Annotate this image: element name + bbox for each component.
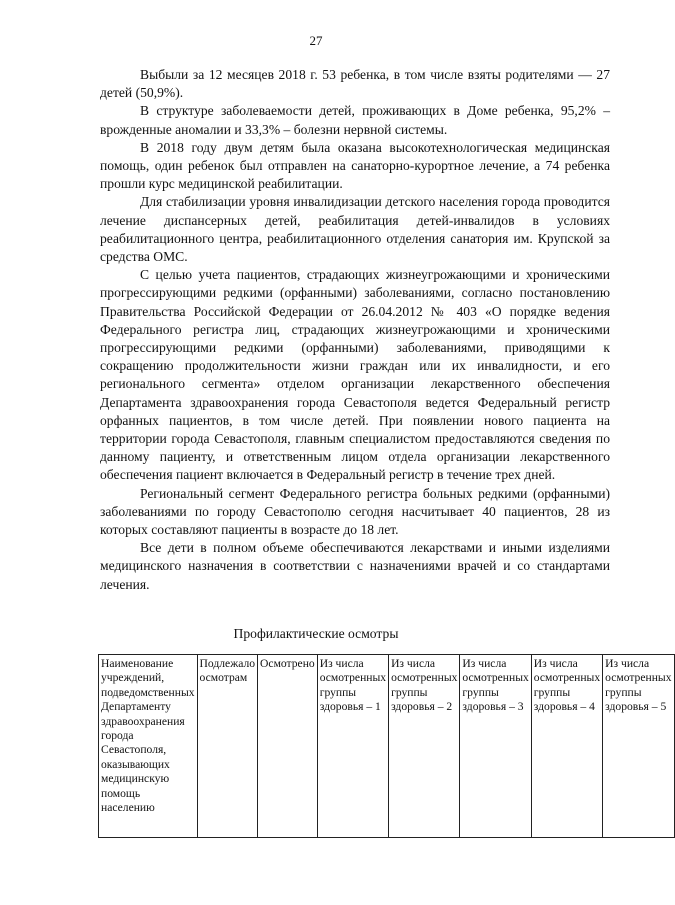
header-health-group-5: Из числа осмотренных группы здоровья – 5 [603,655,674,838]
header-examined: Осмотрено [258,655,318,838]
header-health-group-1: Из числа осмотренных группы здоровья – 1 [317,655,388,838]
body-text [100,66,610,594]
table-header-row [99,655,675,838]
paragraph-morbidity-structure: В структуре заболеваемости детей, проживающих в Доме ребенка, 95,2% – врожденные аномалии и 33,3% – болезни нервной системы. [100,103,610,137]
paragraph-high-tech-care: В 2018 году двум детям была оказана высокотехнологическая медицинская помощь, один ребенок был отправлен на санаторно-курортное лечение, а 74 ребенка прошли курс медицинской реабилитации. [100,139,610,192]
header-institution-name: Наименование учреждений, подведомственных Департаменту здравоохранения города Севастополя, оказывающих медицинскую помощь населению [99,655,198,838]
header-health-group-2: Из числа осмотренных группы здоровья – 2 [389,655,460,838]
paragraph-regional-segment: Региональный сегмент Федерального регистра больных редкими (орфанными) заболеваниями по городу Севастополю сегодня насчитывает 40 пациентов, 28 из которых составляют пациенты в возрасте до 18 лет. [100,485,610,538]
page-number: 27 [309,33,323,48]
preventive-exams-table [98,654,675,838]
header-health-group-4: Из числа осмотренных группы здоровья – 4 [531,655,602,838]
paragraph-medication-supply: Все дети в полном объеме обеспечиваются лекарствами и иными изделиями медицинского назначения в соответствии с назначениями врачей и со стандартами лечения. [100,540,610,592]
paragraph-disability-stabilization: Для стабилизации уровня инвалидизации детского населения города проводится лечение диспансерных детей, реабилитация детей-инвалидов в условиях реабилитационного центра, реабилитационного отделения санатория им. Крупской за средства ОМС. [100,194,610,265]
paragraph-orphan-register: С целью учета пациентов, страдающих жизнеугрожающими и хроническими прогрессирующими редкими (орфанными) заболеваниями, согласно постановлению Правительства Российской Федерации от 26.04.2012 № 403 «О порядке ведения Федерального регистра лиц, страдающих жизнеугрожающими и хроническими прогрессирующими редкими (орфанными) заболеваниями, приводящими к сокращению продолжительности жизни граждан или их инвалидности, и его регионального сегмента» отделом организации лекарственного обеспечения Департамента здравоохранения города Севастополя ведется Федеральный регистр орфанных пациентов, в том числе детей. При появлении нового пациента на территории города Севастополя, главным специалистом предоставляются сведения по данному пациенту, и ответственным лицом отдела организации лекарственного обеспечения пациент включается в Федеральный регистр в течение трех дней. [100,267,610,483]
paragraph-withdrawn: Выбыли за 12 месяцев 2018 г. 53 ребенка, в том числе взяты родителями — 27 детей (50,9%). [100,67,610,101]
table-title: Профилактические осмотры [233,626,399,641]
header-health-group-3: Из числа осмотренных группы здоровья – 3 [460,655,531,838]
header-subject-to-exam: Подлежало осмотрам [197,655,258,838]
